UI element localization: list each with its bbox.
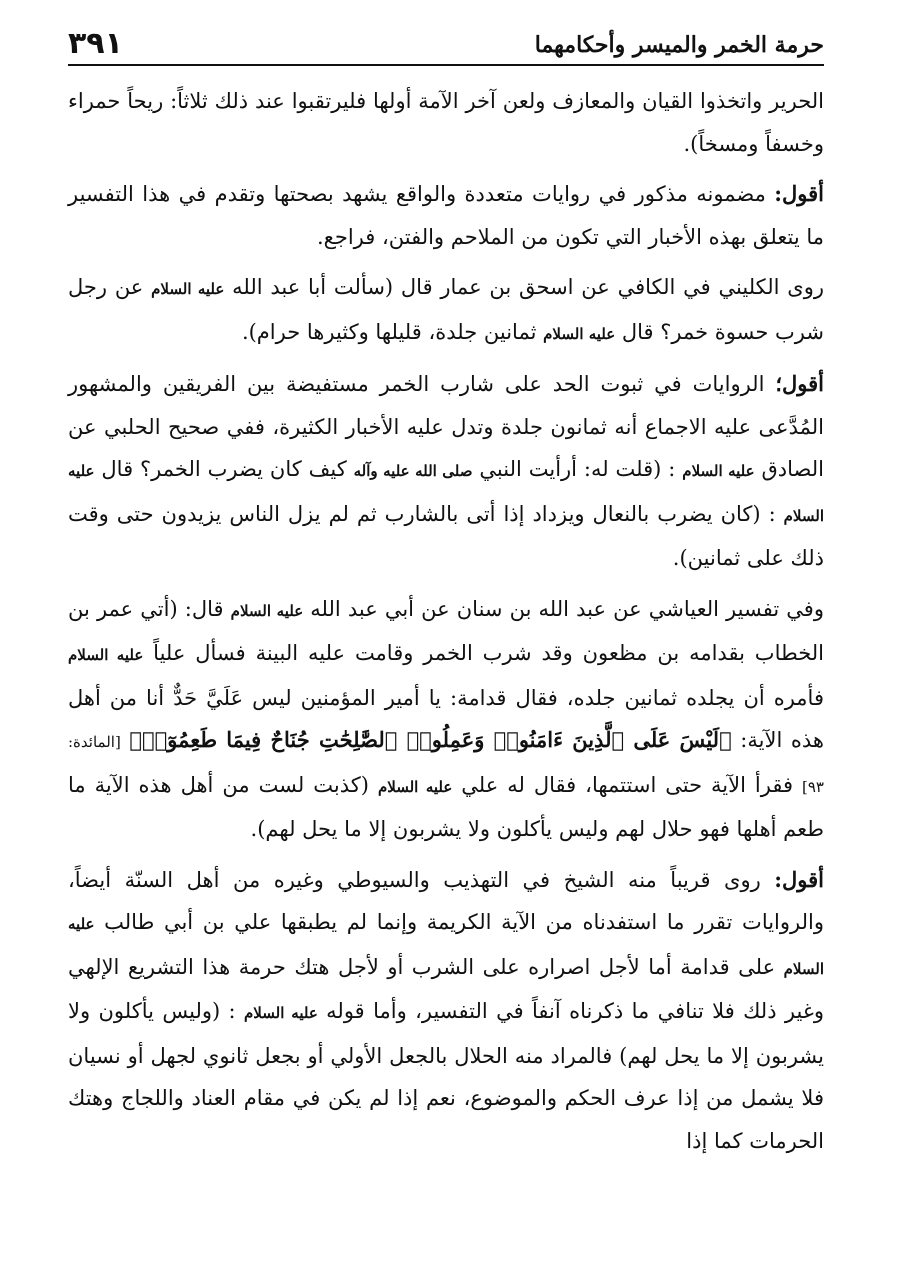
honorific-mark: عليه السلام — [377, 777, 453, 796]
paragraph-text: (كذبت لست من أهل هذه الآية ما طعم أهلها فهو حلال لهم وليس يأكلون ولا يشربون إلا ما يحل لهم). — [68, 772, 824, 841]
honorific-mark: عليه السلام — [244, 1004, 318, 1022]
paragraph-3 — [68, 266, 824, 355]
running-header — [68, 26, 824, 66]
honorific-mark: عليه السلام — [230, 601, 304, 620]
honorific-mark: عليه السلام — [68, 915, 824, 978]
page-body — [68, 66, 824, 1162]
paragraph-text: وفي تفسير العياشي عن عبد الله بن سنان عن أبي عبد الله — [310, 596, 824, 621]
honorific-mark: عليه السلام — [543, 324, 616, 343]
paragraph-text: : (وليس يأكلون ولا يشربون إلا ما يحل لهم) فالمراد منه الحلال بالجعل الأولي أو بجعل ثانوي لجهل أو نسيان فلا يشمل من إذا عرف الحكم والموضوع، نعم إذا لم يكن في مقام العناد واللجاج وهتك الحرمات كما إذا — [68, 999, 824, 1153]
page-number: ٣٩١ — [68, 26, 123, 61]
paragraph-lead: أقول: — [774, 866, 824, 892]
verse-citation: [المائدة: ٩٣] — [68, 733, 824, 796]
paragraph-text: فقرأ الآية حتى استتمها، فقال له علي — [461, 772, 794, 797]
honorific-prophet-mark: صلى الله عليه وآله — [353, 462, 473, 480]
paragraph-1 — [68, 80, 824, 165]
paragraph-lead: أقول؛ — [775, 371, 824, 396]
paragraph-text: روى الكليني في الكافي عن اسحق بن عمار قال (سألت أبا عبد الله — [232, 275, 824, 299]
paragraph-text: روى قريباً منه الشيخ في التهذيب والسيوطي وغيره من أهل السنّة أيضاً، والروايات تقرر ما استفدناه من الآية الكريمة وإنما لم يطبقها علي بن أبي طالب — [68, 867, 824, 934]
honorific-mark: عليه السلام — [68, 646, 144, 664]
paragraph-text: مضمونه مذكور في روايات متعددة والواقع يشهد بصحتها وتقدم في هذا التفسير ما يتعلق بهذه الأخبار التي تكون من الملاحم والفتن، فراجع. — [68, 182, 824, 249]
paragraph-text: : (قلت له: أرأيت النبي — [479, 457, 676, 481]
paragraph-lead: أقول: — [774, 181, 824, 206]
paragraph-text: قال: (أتي عمر بن الخطاب بقدامه بن مظعون وقد شرب الخمر وقامت عليه البينة فسأل علياً — [68, 596, 824, 665]
book-title: حرمة الخمر والميسر وأحكامهما — [534, 32, 824, 58]
paragraph-text: عن رجل شرب حسوة خمر؟ قال — [68, 275, 824, 344]
honorific-mark: عليه السلام — [68, 462, 824, 525]
paragraph-text: الحرير واتخذوا القيان والمعازف ولعن آخر الآمة أولها فليرتقبوا عند ذلك ثلاثاً: ريحاً حمراء وخسفاً ومسخاً). — [68, 89, 824, 156]
paragraph-text: على قدامة أما لأجل اصراره على الشرب أو لأجل هتك حرمة هذا التشريع الإلهي وغير ذلك فلا تنافي ما ذكرناه آنفاً في التفسير، وأما قوله — [68, 954, 824, 1023]
paragraph-4 — [68, 363, 824, 580]
honorific-mark: عليه السلام — [151, 280, 225, 298]
paragraph-5 — [68, 588, 824, 851]
honorific-mark: عليه السلام — [682, 462, 755, 480]
book-page — [68, 26, 824, 1170]
quran-verse: ﴿لَيْسَ عَلَى ٱلَّذِينَ ءَامَنُوا۟ وَعَمِلُوا۟ ٱلصَّٰلِحَٰتِ جُنَاحٌ فِيمَا طَعِمُوٓا۟﴾ — [129, 727, 732, 752]
paragraph-6 — [68, 859, 824, 1163]
paragraph-text: ثمانين جلدة، قليلها وكثيرها حرام). — [241, 319, 537, 344]
paragraph-text: الروايات في ثبوت الحد على شارب الخمر مستفيضة بين الفريقين والمشهور المُدَّعى عليه الاجماع أنه ثمانون جلدة وتدل عليه الأخبار الكثيرة، ففي صحيح الحلبي عن الصادق — [68, 372, 825, 481]
paragraph-text: فأمره أن يجلده ثمانين جلده، فقال قدامة: يا أمير المؤمنين ليس عَلَيَّ حَدٌّ أنا من أهل هذه الآية: — [68, 685, 824, 752]
paragraph-text: : (كان يضرب بالنعال ويزداد إذا أتى بالشارب ثم لم يزل الناس يزيدون حتى وقت ذلك على ثمانين). — [68, 501, 824, 570]
paragraph-2 — [68, 173, 824, 258]
paragraph-text: كيف كان يضرب الخمر؟ قال — [101, 457, 347, 481]
